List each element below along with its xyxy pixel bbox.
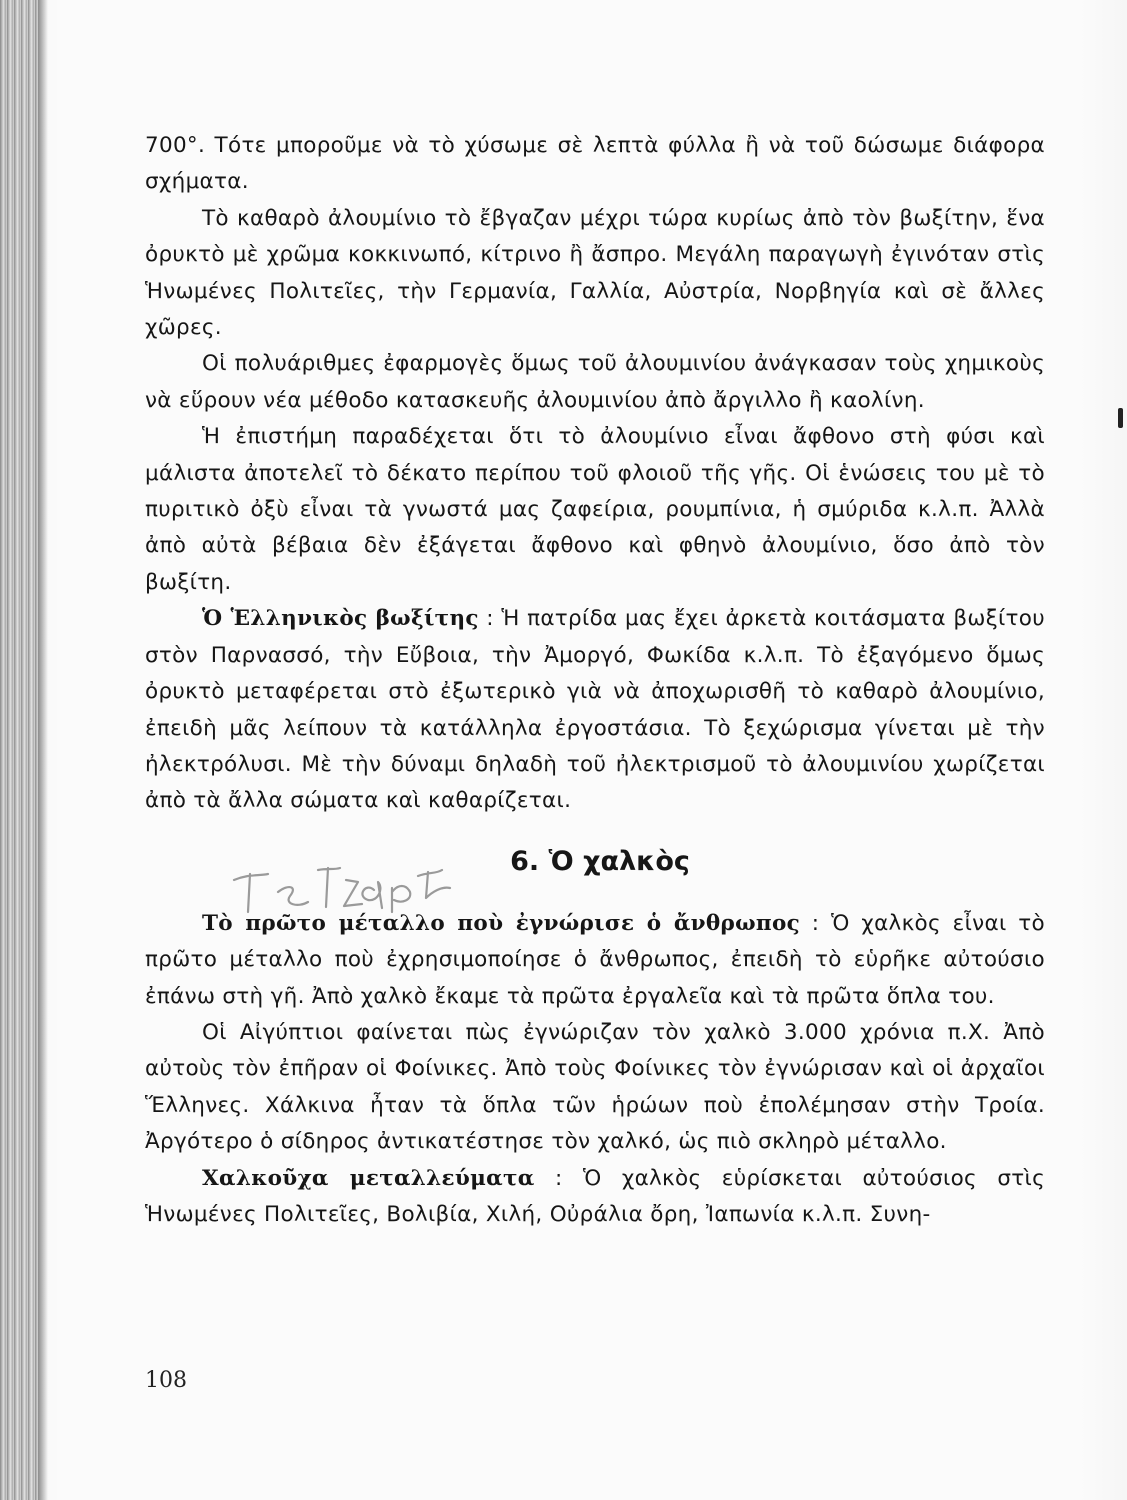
book-binding-edge: [0, 0, 38, 1500]
paragraph-text: Ἡ ἐπιστήμη παραδέχεται ὅτι τὸ ἀλουμίνιο εἶναι ἄφθονο στὴ φύσι καὶ μάλιστα ἀποτελεῖ τὸ δέκατο περίπου τοῦ φλοιοῦ τῆς γῆς. Οἱ ἑνώσεις του μὲ τὸ πυριτικὸ ὀξὺ εἶναι τὰ γνωστά μας ζαφείρια, ρουμπίνια, ἡ σμύριδα κ.λ.π. Ἀλλὰ ἀπὸ αὐτὰ βέβαια δὲν ἐξάγεται ἄφθονο καὶ φθηνὸ ἀλουμίνιο, ὅσο ἀπὸ τὸν βωξίτη.: [145, 424, 1045, 595]
paragraph-text: Τὸ καθαρὸ ἀλουμίνιο τὸ ἔβγαζαν μέχρι τώρα κυρίως ἀπὸ τὸν βωξίτην, ἕνα ὀρυκτὸ μὲ χρῶμα κοκκινωπό, κίτρινο ἢ ἄσπρο. Μεγάλη παραγωγὴ ἐγινόταν στὶς Ἡνωμένες Πολιτεῖες, τὴν Γερμανία, Γαλλία, Αὐστρία, Νορβηγία καὶ σὲ ἄλλες χῶρες.: [145, 205, 1045, 341]
paragraph-label: Τὸ πρῶτο μέταλλο ποὺ ἐγνώρισε ὁ ἄνθρωπος: [202, 910, 800, 936]
margin-ink-mark: [1118, 408, 1123, 428]
paragraph-text: Οἱ πολυάριθμες ἐφαρμογὲς ὅμως τοῦ ἀλουμινίου ἀνάγκασαν τοὺς χημικοὺς νὰ εὕρουν νέα μέθοδο κατασκευῆς ἀλουμινίου ἀπὸ ἄργιλλο ἢ καολίνη.: [145, 351, 1045, 413]
paragraph-melting-point: [145, 128, 1045, 201]
paragraph-history: [145, 1015, 1045, 1161]
paragraph-text: Ὁ χαλκὸς εἶναι τὸ πρῶτο μέταλλο ποὺ ἐχρησιμοποίησε ὁ ἄνθρωπος, ἐπειδὴ τὸ εὑρῆκε αὐτούσιο ἐπάνω στὴ γῆ. Ἀπὸ χαλκὸ ἔκαμε τὰ πρῶτα ἐργαλεῖα καὶ τὰ πρῶτα ὅπλα του.: [145, 910, 1045, 1009]
paragraph-text: 700°. Τότε μποροῦμε νὰ τὸ χύσωμε σὲ λεπτὰ φύλλα ἢ νὰ τοῦ δώσωμε διάφορα σχήματα.: [145, 133, 1045, 195]
paragraph-greek-bauxite: [145, 601, 1045, 819]
paragraph-copper-ores: [145, 1161, 1045, 1234]
paragraph-label: Ὁ Ἑλληνικὸς βωξίτης: [202, 606, 479, 632]
paragraph-bauxite-production: [145, 201, 1045, 347]
page-text-body: [145, 128, 1045, 1233]
paragraph-new-method: [145, 346, 1045, 419]
label-separator: :: [478, 606, 502, 632]
handwritten-annotation: [228, 852, 458, 922]
section-heading: 6. Ὁ χαλκὸς: [510, 845, 690, 877]
binding-shadow: [38, 0, 48, 1500]
paragraph-abundance: [145, 419, 1045, 601]
paragraph-text: Ἡ πατρίδα μας ἔχει ἀρκετὰ κοιτάσματα βωξίτου στὸν Παρνασσό, τὴν Εὔβοια, τὴν Ἀμοργό, Φωκίδα κ.λ.π. Τὸ ἐξαγόμενο ὅμως ὀρυκτὸ μεταφέρεται στὸ ἐξωτερικὸ γιὰ νὰ ἀποχωρισθῆ τὸ καθαρὸ ἀλουμίνιο, ἐπειδὴ μᾶς λείπουν τὰ κατάλληλα ἐργοστάσια. Τὸ ξεχώρισμα γίνεται μὲ τὴν ἠλεκτρόλυσι. Μὲ τὴν δύναμι δηλαδὴ τοῦ ἠλεκτρισμοῦ τὸ ἀλουμινίου χωρίζεται ἀπὸ τὰ ἄλλα σώματα καὶ καθαρίζεται.: [145, 606, 1046, 814]
paragraph-text: Ὁ χαλκὸς εὑρίσκεται αὐτούσιος στὶς Ἡνωμένες Πολιτεῖες, Βολιβία, Χιλή, Οὐράλια ὄρη, Ἰαπωνία κ.λ.π. Συνη-: [145, 1165, 1045, 1227]
paragraph-first-metal: [145, 906, 1045, 1015]
paragraph-label: Χαλκοῦχα μεταλλεύματα: [202, 1165, 535, 1191]
paragraph-text: Οἱ Αἰγύπτιοι φαίνεται πὼς ἐγνώριζαν τὸν χαλκὸ 3.000 χρόνια π.Χ. Ἀπὸ αὐτοὺς τὸν ἐπῆραν οἱ Φοίνικες. Ἀπὸ τοὺς Φοίνικες τὸν ἐγνώρισαν καὶ οἱ ἀρχαῖοι Ἕλληνες. Χάλκινα ἦταν τὰ ὅπλα τῶν ἡρώων ποὺ ἐπολέμησαν στὴν Τροία. Ἀργότερο ὁ σίδηρος ἀντικατέστησε τὸν χαλκό, ὡς πιὸ σκληρὸ μέταλλο.: [145, 1019, 1045, 1155]
page-number: 108: [145, 1368, 187, 1393]
label-separator: :: [534, 1165, 583, 1191]
label-separator: :: [799, 910, 832, 936]
